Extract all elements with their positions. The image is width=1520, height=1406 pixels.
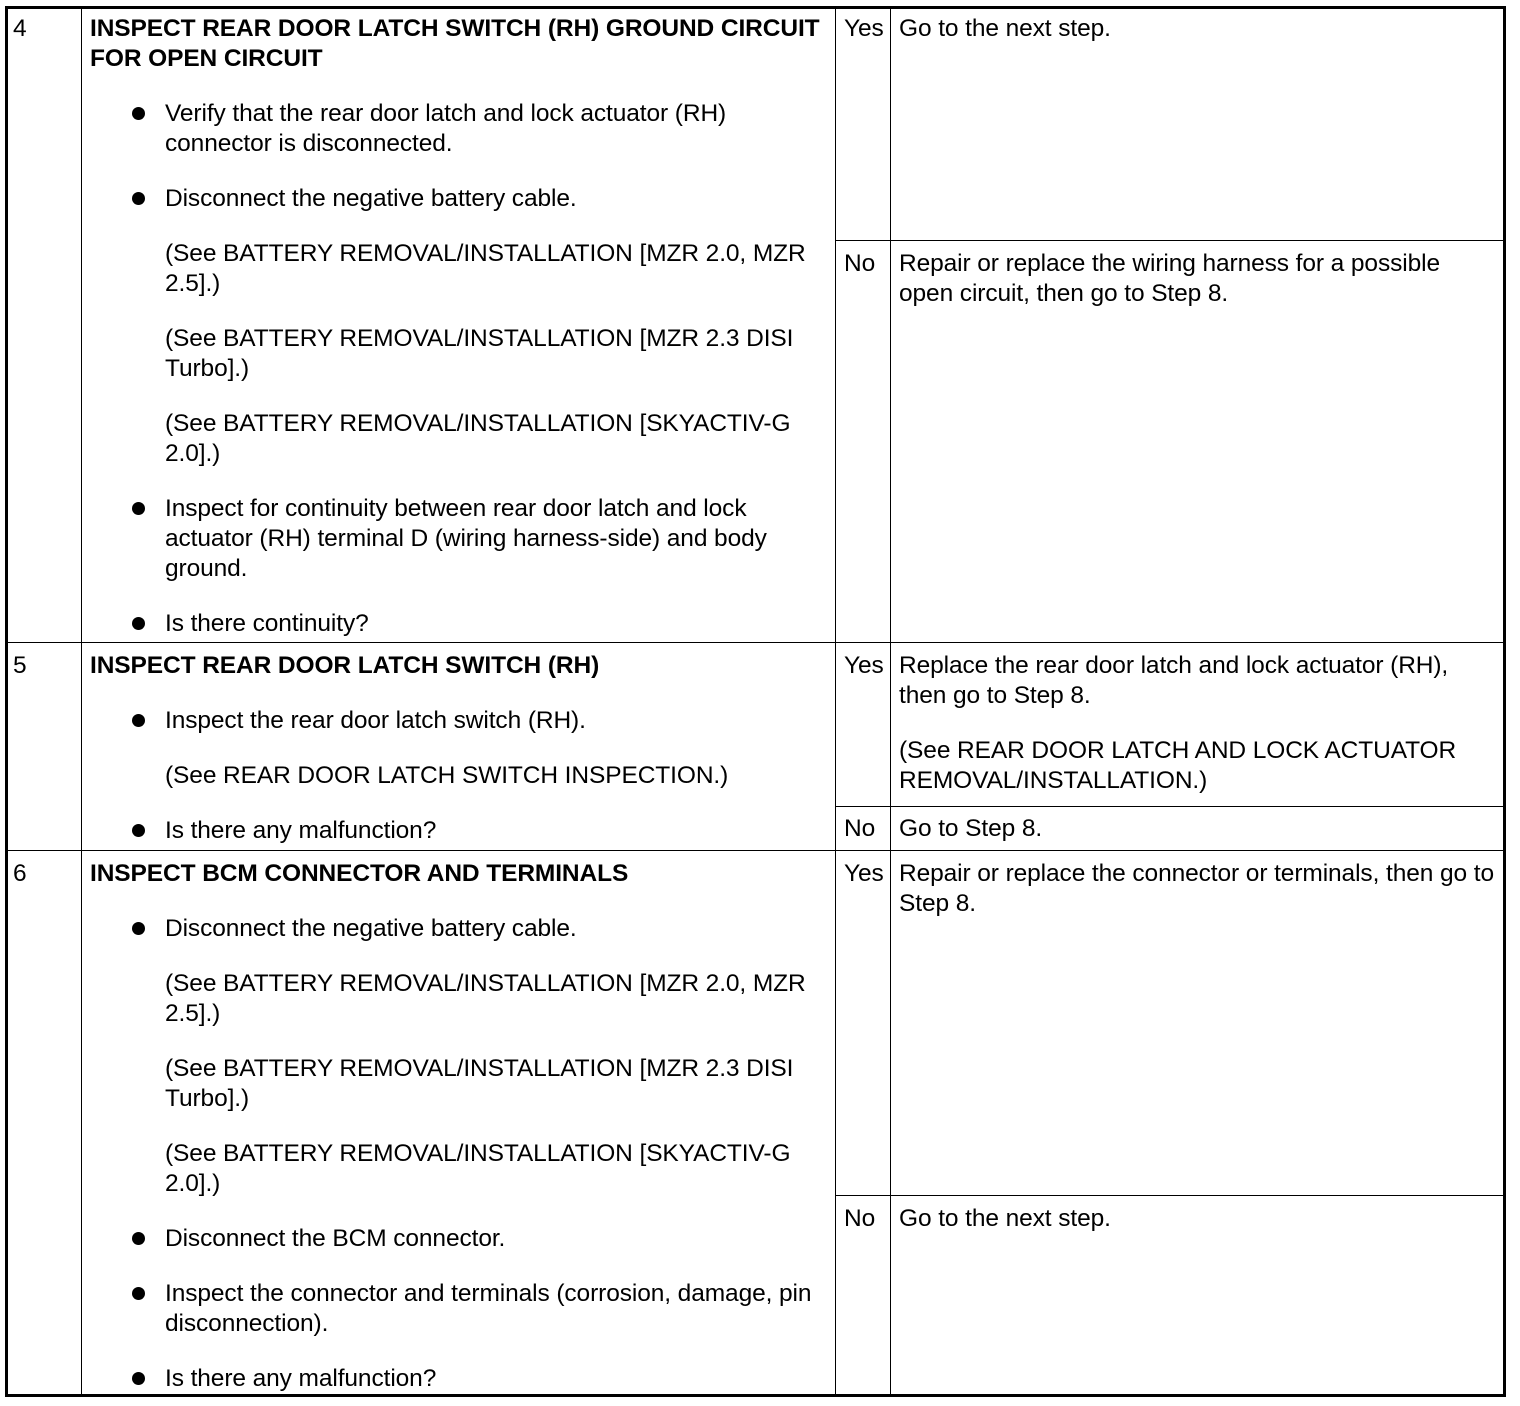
step-title: INSPECT BCM CONNECTOR AND TERMINALS bbox=[90, 860, 629, 887]
procedure-item: Is there any malfunction? bbox=[90, 1364, 830, 1394]
result-action: Go to the next step. bbox=[899, 1205, 1111, 1232]
reference-note: (See BATTERY REMOVAL/INSTALLATION [MZR 2.0, MZR 2.5].) bbox=[165, 970, 806, 1027]
column-divider-result bbox=[890, 9, 891, 1394]
result-action: Replace the rear door latch and lock actuator (RH), then go to Step 8. (See REAR DOOR LATCH AND LOCK ACTUATOR REMOVAL/INSTALLATION.) bbox=[899, 652, 1457, 794]
procedure-item: Inspect for continuity between rear door latch and lock actuator (RH) terminal D (wiring harness-side) and body ground. bbox=[90, 494, 830, 584]
bullet-icon bbox=[132, 1287, 145, 1300]
reference-note: (See BATTERY REMOVAL/INSTALLATION [MZR 2.3 DISI Turbo].) bbox=[165, 1055, 794, 1112]
result-action: Repair or replace the wiring harness for a possible open circuit, then go to Step 8. bbox=[899, 250, 1440, 307]
result-action: Repair or replace the connector or terminals, then go to Step 8. bbox=[899, 860, 1494, 917]
procedure-item: Inspect the connector and terminals (corrosion, damage, pin disconnection). bbox=[90, 1279, 830, 1339]
bullet-icon bbox=[132, 824, 145, 837]
column-divider-step bbox=[81, 9, 82, 1394]
result-divider-step-4 bbox=[835, 240, 1503, 241]
reference-note: (See REAR DOOR LATCH SWITCH INSPECTION.) bbox=[165, 762, 729, 789]
row-divider-step-6 bbox=[8, 850, 1503, 851]
bullet-icon bbox=[132, 192, 145, 205]
result-verdict: Yes bbox=[844, 15, 884, 42]
reference-note: (See BATTERY REMOVAL/INSTALLATION [SKYACTIV-G 2.0].) bbox=[165, 1140, 791, 1197]
result-divider-step-6 bbox=[835, 1195, 1503, 1196]
procedure-item: Disconnect the BCM connector. bbox=[90, 1224, 830, 1254]
reference-note: (See BATTERY REMOVAL/INSTALLATION [MZR 2.3 DISI Turbo].) bbox=[165, 325, 794, 382]
step-procedure bbox=[90, 14, 830, 639]
step-number: 4 bbox=[13, 15, 27, 42]
procedure-item: Is there any malfunction? bbox=[90, 816, 830, 846]
result-action: Go to Step 8. bbox=[899, 815, 1043, 842]
bullet-icon bbox=[132, 107, 145, 120]
reference-note: (See BATTERY REMOVAL/INSTALLATION [SKYACTIV-G 2.0].) bbox=[165, 410, 791, 467]
column-divider-procedure bbox=[835, 9, 836, 1394]
procedure-item: Disconnect the negative battery cable. (See BATTERY REMOVAL/INSTALLATION [MZR 2.0, MZR 2.5].) (See BATTERY REMOVAL/INSTALLATION [MZR 2.3 DISI Turbo].) (See BATTERY REMOVAL/INSTALLATION [SKYACTIV-G 2.0].) bbox=[90, 184, 830, 469]
reference-note: (See BATTERY REMOVAL/INSTALLATION [MZR 2.0, MZR 2.5].) bbox=[165, 240, 806, 297]
step-procedure bbox=[90, 651, 830, 846]
step-title: INSPECT REAR DOOR LATCH SWITCH (RH) bbox=[90, 652, 600, 679]
procedure-item: Disconnect the negative battery cable. (See BATTERY REMOVAL/INSTALLATION [MZR 2.0, MZR 2.5].) (See BATTERY REMOVAL/INSTALLATION [MZR 2.3 DISI Turbo].) (See BATTERY REMOVAL/INSTALLATION [SKYACTIV-G 2.0].) bbox=[90, 914, 830, 1199]
result-verdict: Yes bbox=[844, 860, 884, 887]
step-number: 6 bbox=[13, 860, 27, 887]
bullet-icon bbox=[132, 617, 145, 630]
bullet-icon bbox=[132, 1232, 145, 1245]
result-verdict: No bbox=[844, 815, 876, 842]
step-number: 5 bbox=[13, 652, 27, 679]
procedure-item: Verify that the rear door latch and lock actuator (RH) connector is disconnected. bbox=[90, 99, 830, 159]
step-title: INSPECT REAR DOOR LATCH SWITCH (RH) GROUND CIRCUIT FOR OPEN CIRCUIT bbox=[90, 15, 820, 72]
row-divider-step-5 bbox=[8, 642, 1503, 643]
bullet-icon bbox=[132, 714, 145, 727]
bullet-icon bbox=[132, 502, 145, 515]
procedure-item: Inspect the rear door latch switch (RH). (See REAR DOOR LATCH SWITCH INSPECTION.) bbox=[90, 706, 830, 791]
result-verdict: No bbox=[844, 1205, 876, 1232]
result-verdict: Yes bbox=[844, 652, 884, 679]
result-action: Go to the next step. bbox=[899, 15, 1111, 42]
bullet-icon bbox=[132, 922, 145, 935]
procedure-item: Is there continuity? bbox=[90, 609, 830, 639]
step-procedure bbox=[90, 859, 830, 1394]
result-divider-step-5 bbox=[835, 806, 1503, 807]
bullet-icon bbox=[132, 1372, 145, 1385]
troubleshooting-table bbox=[5, 6, 1506, 1397]
result-verdict: No bbox=[844, 250, 876, 277]
